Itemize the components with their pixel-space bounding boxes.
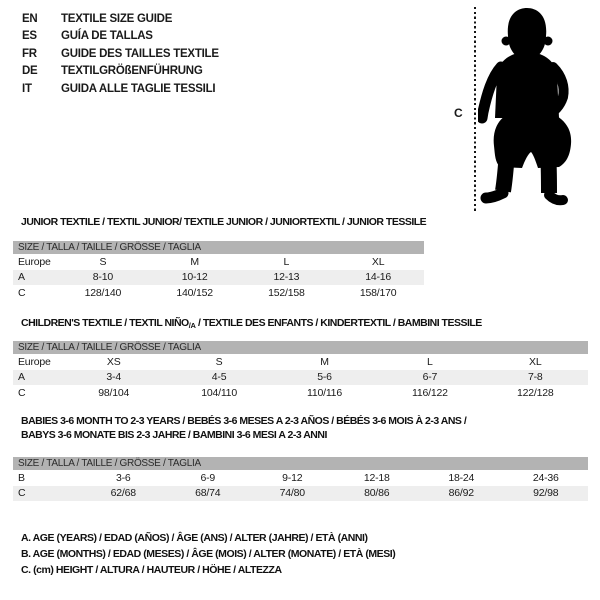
- cell: M: [320, 355, 329, 368]
- guide-title-it: GUIDA ALLE TAGLIE TESSILI: [61, 82, 216, 95]
- guide-title-de: TEXTILGRÖßENFÜHRUNG: [61, 65, 203, 78]
- cell: 3-4: [61, 370, 166, 386]
- cell: 7-8: [483, 370, 588, 386]
- cell: 68/74: [166, 486, 251, 502]
- size-header-row: [13, 341, 588, 354]
- cell: 24-36: [532, 471, 559, 484]
- cell: 158/170: [359, 286, 397, 299]
- language-row-es: [22, 28, 219, 45]
- row-label: C: [18, 286, 26, 299]
- table-row-age: [13, 370, 588, 386]
- cell: 86/92: [419, 486, 504, 502]
- children-size-table: [13, 341, 588, 401]
- height-measure-label: C: [454, 106, 463, 120]
- cell: 122/128: [517, 386, 554, 399]
- table-row-europe: [13, 354, 588, 370]
- table-row-height: [13, 486, 588, 502]
- language-row-it: [22, 81, 219, 98]
- row-label: Europe: [18, 255, 51, 268]
- size-header-bar: SIZE / TALLA / TAILLE / GRÖSSE / TAGLIA: [13, 341, 588, 354]
- cell: 110/116: [306, 386, 342, 399]
- guide-title-en: TEXTILE SIZE GUIDE: [61, 13, 173, 25]
- cell: 3-6: [115, 471, 131, 484]
- cell: 18-24: [448, 471, 475, 484]
- cell: 6-7: [377, 370, 482, 386]
- size-header-row: [13, 457, 588, 470]
- cell: 80/86: [335, 486, 420, 502]
- cell: 128/140: [84, 286, 122, 299]
- cell: L: [427, 355, 433, 368]
- cell: XL: [529, 355, 542, 368]
- title-text: / TEXTILE DES ENFANTS / KINDERTEXTIL / BAMBINI TESSILE: [195, 317, 482, 329]
- size-header-bar: SIZE / TALLA / TAILLE / GRÖSSE / TAGLIA: [13, 241, 424, 254]
- language-code: FR: [22, 47, 37, 60]
- cell: S: [215, 355, 223, 368]
- children-table-title: [21, 317, 482, 333]
- cell: L: [283, 255, 290, 268]
- size-header-bar: SIZE / TALLA / TAILLE / GRÖSSE / TAGLIA: [13, 457, 588, 470]
- cell: 4-5: [166, 370, 271, 386]
- title-subscript: /A: [188, 321, 196, 330]
- row-label: Europe: [18, 355, 51, 368]
- footnote-c: C. (cm) HEIGHT / ALTURA / HAUTEUR / HÖHE / ALTEZZA: [21, 563, 282, 576]
- cell: 14-16: [332, 270, 424, 286]
- cell: 140/152: [176, 286, 213, 299]
- guide-title-es: GUÍA DE TALLAS: [61, 30, 153, 43]
- table-row-age-months: [13, 470, 588, 486]
- title-line-1: BABIES 3-6 MONTH TO 2-3 YEARS / BEBÉS 3-6 MESES A 2-3 AÑOS / BÉBÉS 3-6 MOIS À 2-3 ANS /: [21, 415, 467, 427]
- footnotes: [21, 531, 395, 578]
- babies-size-table: [13, 457, 588, 501]
- cell: 6-9: [200, 471, 216, 484]
- height-measure-dashed-line: [474, 7, 476, 212]
- cell: 74/80: [250, 486, 335, 502]
- cell: XL: [371, 255, 385, 268]
- language-code: DE: [22, 65, 38, 78]
- cell: 98/104: [98, 386, 130, 399]
- footnote-a: A. AGE (YEARS) / EDAD (AÑOS) / ÂGE (ANS) / ALTER (JAHRE) / ETÀ (ANNI): [21, 532, 368, 544]
- language-row-en: [22, 11, 219, 28]
- cell: 152/158: [268, 286, 305, 299]
- language-code: IT: [22, 82, 32, 95]
- cell: S: [99, 255, 107, 268]
- babies-table-title: [21, 415, 466, 442]
- language-title-list: [22, 11, 219, 98]
- cell: 5-6: [272, 370, 377, 386]
- table-row-height: [13, 285, 424, 301]
- title-line-2: BABYS 3-6 MONATE BIS 2-3 JAHRE / BAMBINI 3-6 MESI A 2-3 ANNI: [21, 428, 327, 441]
- table-row-europe: [13, 254, 424, 270]
- title-text: CHILDREN'S TEXTILE / TEXTIL NIÑO: [21, 317, 189, 329]
- size-header-row: [13, 241, 424, 254]
- cell: M: [190, 255, 199, 268]
- table-row-age: [13, 270, 424, 286]
- cell: 12-18: [363, 471, 390, 484]
- cell: 9-12: [282, 471, 303, 484]
- table-row-height: [13, 385, 588, 401]
- row-label: A: [13, 270, 57, 286]
- baby-silhouette-icon: [478, 4, 578, 209]
- cell: 12-13: [241, 270, 333, 286]
- cell: 116/122: [411, 386, 448, 399]
- language-row-de: [22, 63, 219, 80]
- guide-title-fr: GUIDE DES TAILLES TEXTILE: [61, 47, 219, 60]
- row-label: C: [18, 386, 26, 399]
- junior-table-title: JUNIOR TEXTILE / TEXTIL JUNIOR/ TEXTILE JUNIOR / JUNIORTEXTIL / JUNIOR TESSILE: [21, 216, 427, 228]
- cell: 92/98: [504, 486, 589, 502]
- cell: 10-12: [149, 270, 241, 286]
- language-row-fr: [22, 46, 219, 63]
- row-label: B: [18, 471, 25, 484]
- row-label: C: [13, 486, 81, 502]
- cell: XS: [106, 355, 121, 368]
- junior-size-table: [13, 241, 424, 301]
- row-label: A: [13, 370, 61, 386]
- cell: 62/68: [81, 486, 166, 502]
- cell: 8-10: [57, 270, 149, 286]
- language-code: ES: [22, 30, 37, 43]
- language-code: EN: [22, 13, 38, 25]
- cell: 104/110: [201, 386, 237, 399]
- footnote-b: B. AGE (MONTHS) / EDAD (MESES) / ÂGE (MOIS) / ALTER (MONATE) / ETÀ (MESI): [21, 547, 396, 560]
